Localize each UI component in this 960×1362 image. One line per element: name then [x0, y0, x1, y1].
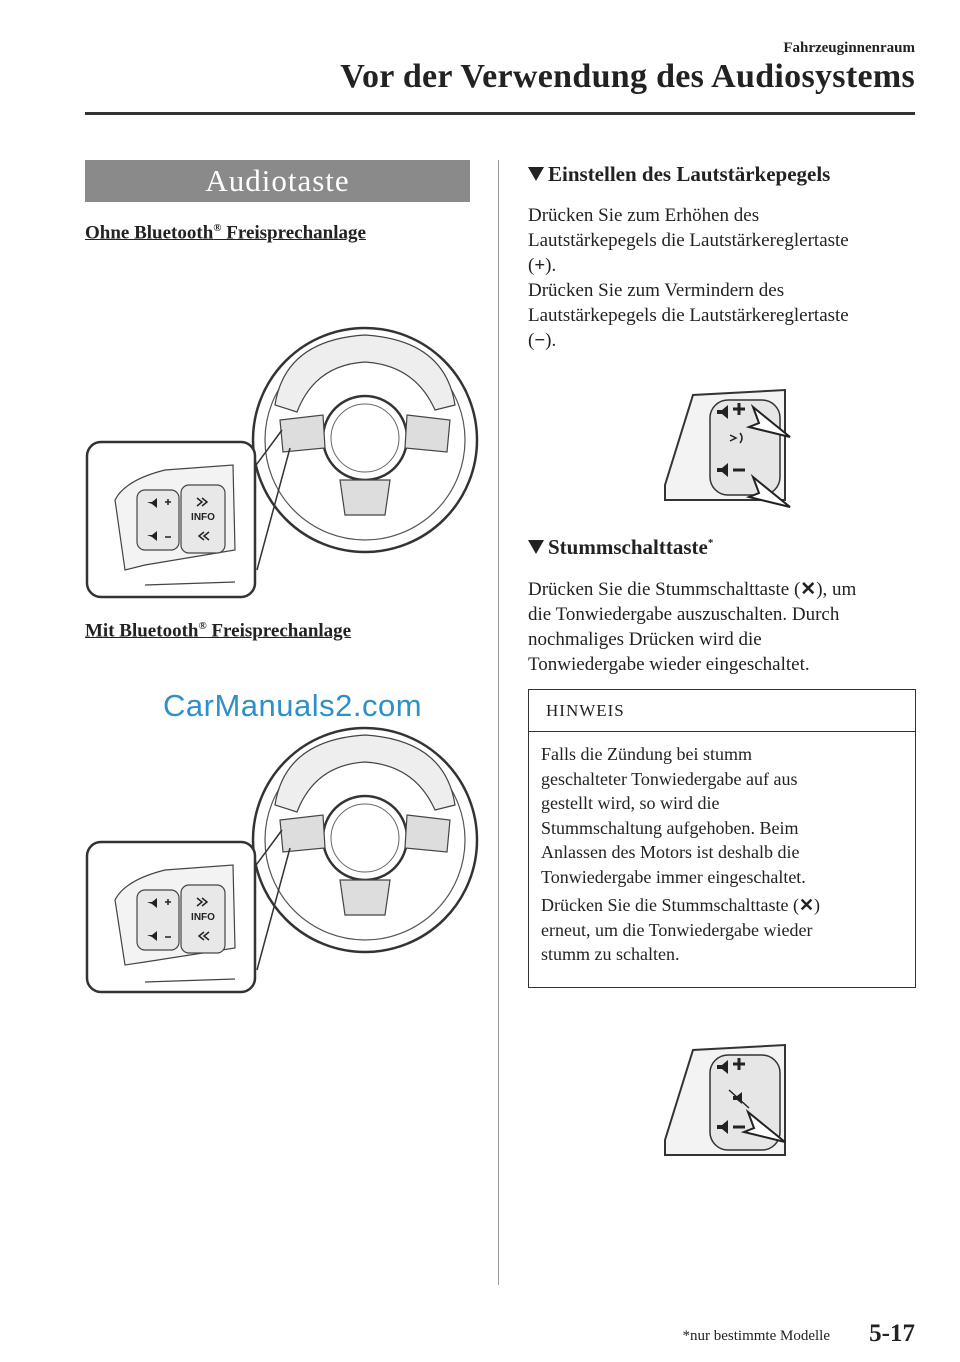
note-body: Falls die Zündung bei stumm geschalteter Tonwiedergabe auf aus gestellt wird, so wird die Stummschaltung aufgehoben. Beim Anlassen des Motors ist deshalb die Tonwiedergabe immer eingeschaltet. Drücken Sie die Stummschalttaste (✕) erneut, um die Tonwiedergabe wieder stumm zu schalten.	[541, 744, 821, 964]
mute-icon: ✕	[798, 895, 815, 915]
note-box	[528, 689, 916, 988]
column-divider	[498, 160, 499, 1285]
triangle-bullet-icon	[528, 167, 544, 181]
plus-icon: +	[534, 255, 546, 276]
steering-wheel-illustration-2	[85, 720, 475, 1000]
mute-button-illustration	[655, 1040, 795, 1170]
mute-icon: ✕	[800, 579, 817, 600]
section-banner: Audiotaste	[85, 160, 470, 202]
steering-wheel-illustration-1	[85, 320, 475, 600]
section-label: Fahrzeuginnenraum	[783, 40, 915, 56]
heading-mute: Stummschalttaste*	[528, 535, 713, 560]
subtitle-with-bluetooth: Mit Bluetooth® Freisprechanlage	[85, 620, 352, 642]
page-title: Vor der Verwendung des Audiosystems	[340, 58, 915, 95]
subtitle-without-bluetooth: Ohne Bluetooth® Freisprechanlage	[85, 222, 366, 244]
header-rule	[85, 112, 915, 115]
heading-volume: Einstellen des Lautstärkepegels	[528, 162, 830, 187]
page-number: 5-17	[869, 1320, 915, 1347]
info-button-label: INFO	[191, 512, 215, 523]
info-button-label: INFO	[191, 912, 215, 923]
mute-paragraph: Drücken Sie die Stummschalttaste (✕), um die Tonwiedergabe auszuschalten. Durch nochmaliges Drücken wird die Tonwiedergabe wieder eingeschaltet.	[528, 579, 857, 675]
footer-note: *nur bestimmte Modelle	[682, 1328, 830, 1344]
minus-icon: −	[534, 330, 546, 351]
volume-buttons-illustration	[655, 385, 795, 515]
watermark: CarManuals2.com	[163, 688, 423, 723]
volume-paragraph: Drücken Sie zum Erhöhen des Lautstärkepegels die Lautstärkereglertaste (+). Drücken Sie zum Vermindern des Lautstärkepegels die Lautstärkereglertaste (−).	[528, 205, 849, 351]
triangle-bullet-icon	[528, 540, 544, 554]
note-title: HINWEIS	[529, 690, 915, 732]
